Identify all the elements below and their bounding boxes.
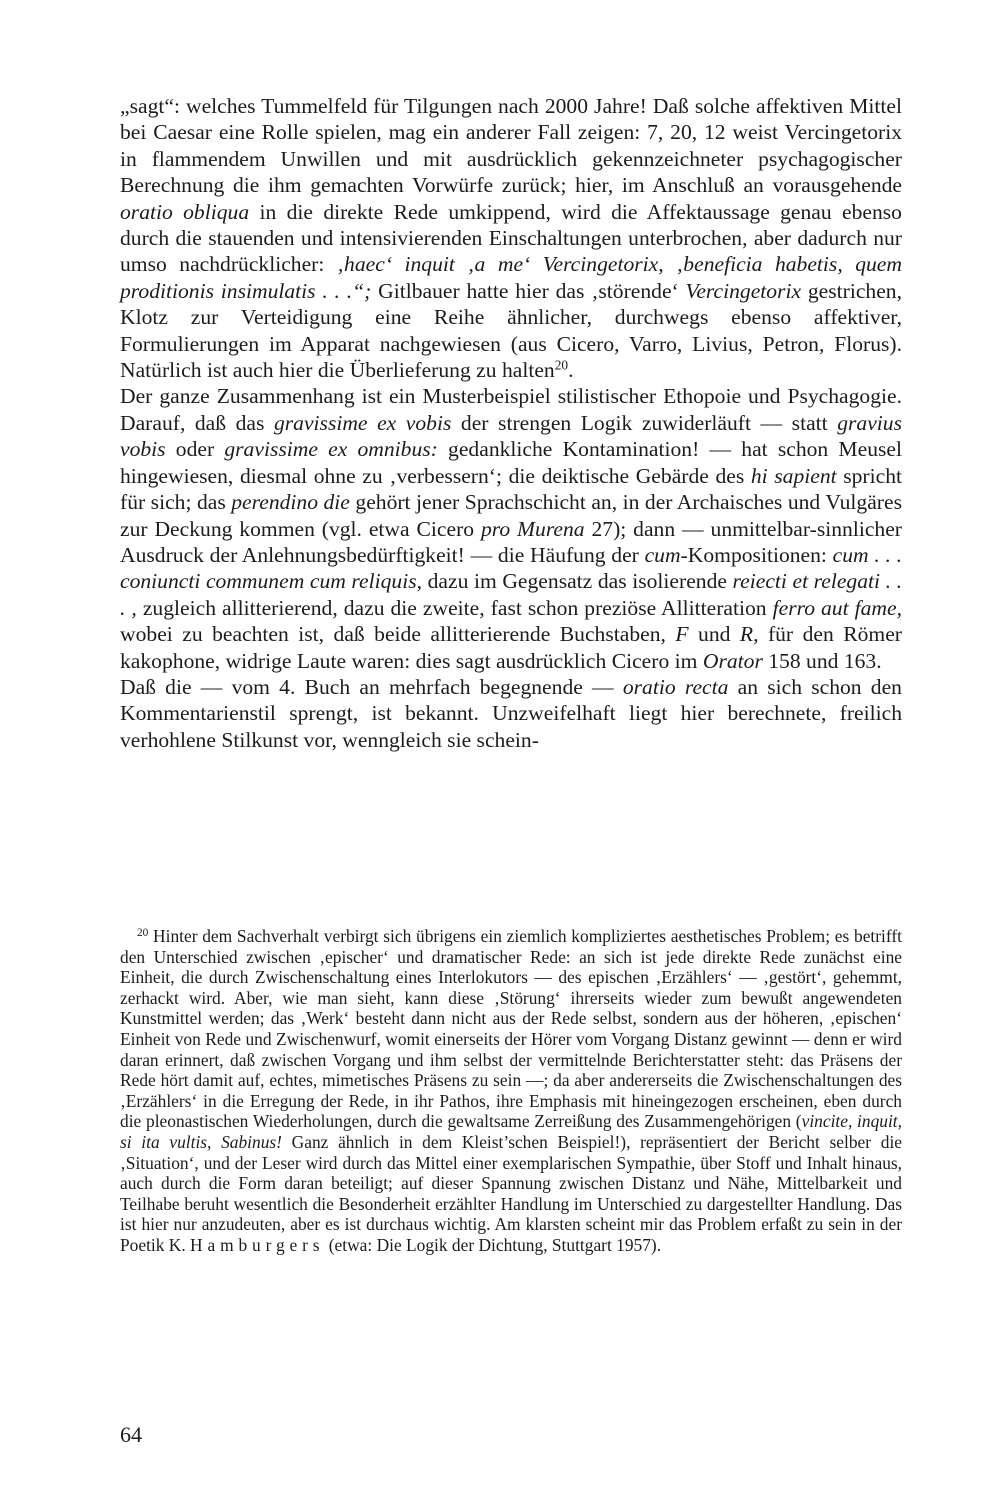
footnote-ref: 20 xyxy=(137,926,149,939)
text-run: und xyxy=(688,622,740,647)
italic-text: Orator xyxy=(702,648,763,673)
page-number: 64 xyxy=(120,1422,142,1447)
text-run: für den Römer kakophone, widrige Laute waren: dies sagt ausdrücklich Cicero im xyxy=(120,622,902,673)
paragraph xyxy=(120,674,902,753)
text-run: Der ganze Zusammenhang ist ein Musterbeispiel stilistischer Ethopoie und Psychagogie. Darauf, daß das xyxy=(120,384,902,435)
footnote xyxy=(120,926,902,1256)
italic-text: perendino die xyxy=(231,490,350,515)
text-run: . xyxy=(568,358,574,383)
spaced-name: Hamburgers xyxy=(190,1234,325,1255)
text-run: zugleich allitterierend, dazu die zweite, fast schon preziöse Allitteration xyxy=(136,595,773,620)
main-text xyxy=(120,93,902,753)
text-run: wobei zu beachten ist, daß beide allitterierende Buchstaben, xyxy=(120,622,676,647)
text-run: gestrichen, Klotz zur Verteidigung eine Reihe ähnlicher, durchwegs ebenso affektiver, Formulierungen im Apparat nachgewiesen (aus Cicero, Varro, Livius, Petron, Florus). Natürlich ist auch hier die Überlieferung zu halten xyxy=(120,278,902,383)
italic-text: oratio recta xyxy=(622,674,729,699)
italic-text: cum . . . coniuncti communem cum reliquis, xyxy=(120,542,902,594)
text-run: Daß die — vom 4. Buch an mehrfach begegnende — xyxy=(120,674,623,699)
text-run: „sagt“: welches Tummelfeld für Tilgungen nach 2000 Jahre! Daß solche affektiven Mittel bei Caesar eine Rolle spielen, mag ein anderer Fall zeigen: 7, 20, 12 weist Vercingetorix in flammendem Unwillen und mit ausdrücklich gekennzeichneter psychagogischer Berechnung die ihm gemachten Vorwürfe zurück; hier, im Anschluß an vorausgehende xyxy=(120,94,902,198)
italic-text: oratio obliqua xyxy=(120,199,250,224)
italic-text: ferro aut fame, xyxy=(772,595,902,620)
italic-text: pro Murena xyxy=(480,516,585,541)
text-run: (etwa: Die Logik der Dichtung, Stuttgart 1957). xyxy=(324,1234,662,1255)
footnote-ref: 20 xyxy=(554,357,569,373)
italic-text: gravissime ex omnibus: xyxy=(224,437,438,462)
text-run: -Kompositionen: xyxy=(680,542,833,567)
text-run: in die direkte Rede umkippend, wird die Affektaussage genau ebenso durch die stauenden und intensivierenden Einschaltungen unterbrochen, aber dadurch nur umso nachdrücklicher: xyxy=(120,199,902,277)
text-run: oder xyxy=(165,437,225,462)
text-run: Ganz ähnlich in dem Kleist’schen Beispiel!), repräsentiert der Bericht selber die ‚Situation‘, und der Leser wird durch das Mittel einer exemplarischen Sympathie, über Stoff und Inhalt hinaus, auch durch die Form daran beteiligt; auf dieser Spannung zwischen Distanz und Nähe, Mittelbarkeit und Teilhabe beruht wesentlich die Besonderheit erzählter Handlung im Unterschied zu dargestellter Handlung. Das ist hier nur anzudeuten, aber es ist durchaus wichtig. Am klarsten scheint mir das Problem erfaßt zu sein in der Poetik K. xyxy=(120,1131,902,1255)
italic-text: R, xyxy=(739,622,759,647)
paragraph xyxy=(120,383,902,673)
text-run: an sich schon den Kommentarienstil sprengt, ist bekannt. Unzweifelhaft liegt hier berechnete, freilich verhohlene Stilkunst vor, wenngleich sie schein- xyxy=(120,674,902,752)
text-run: gehört jener Sprachschicht an, in der Archaisches und Vulgäres zur Deckung kommen (vgl. etwa Cicero xyxy=(120,490,902,541)
text-run: 27); dann — unmittelbar-sinnlicher Ausdruck der Anlehnungsbedürftigkeit! — die Häufung der xyxy=(120,516,902,567)
text-run: gedankliche Kontamination! — hat schon Meusel hingewiesen, diesmal ohne zu ‚verbessern‘; die deiktische Gebärde des xyxy=(120,437,902,488)
italic-text: reiecti et relegati . . . , xyxy=(120,569,902,620)
italic-text: cum xyxy=(644,542,681,567)
text-run: Gitlbauer hatte hier das ‚störende‘ xyxy=(371,278,686,303)
text-run: Hinter dem Sachverhalt verbirgt sich übrigens ein ziemlich kompliziertes aesthetisches Problem; es betrifft den Unterschied zwischen ‚epischer‘ und dramatischer Rede: an sich ist jede direkte Rede zunächst eine Einheit, die durch Zwischenschaltung eines Interlokutors — des epischen ‚Erzählers‘ — ‚gestört‘, gehemmt, zerhackt wird. Aber, wie man sieht, kann diese ‚Störung‘ ihrerseits wieder zum bewußt angewendeten Kunstmittel werden; das ‚Werk‘ besteht dann nicht aus der Rede selbst, sondern aus der höheren, ‚epischen‘ Einheit von Rede und Zwischenwurf, womit einerseits der Hörer vom Vorgang Distanz gewinnt — denn er wird daran erinnert, daß zwischen Vorgang und ihm selbst der vermittelnde Berichterstatter steht: das Präsens der Rede hört damit auf, echtes, mimetisches Präsens zu sein —; da aber andererseits die Zwischenschaltungen des ‚Erzählers‘ in die Erregung der Rede, in ihr Pathos, ihre Emphasis mit hineingezogen erscheinen, eben durch die pleonastischen Wiederholungen, durch die gewaltsame Zerreißung des Zusammengehörigen ( xyxy=(120,926,902,1132)
italic-text: hi sapient xyxy=(750,463,837,488)
text-run: 158 und 163. xyxy=(762,648,882,673)
italic-text: Vercingetorix xyxy=(685,278,802,303)
italic-text: vincite, inquit, si ita vultis, Sabinus! xyxy=(120,1111,902,1152)
footnote-text xyxy=(120,926,902,1256)
italic-text: ‚haec‘ inquit ‚a me‘ Vercingetorix, ‚beneficia habetis, quem proditionis insimulatis . . .“; xyxy=(120,252,902,303)
text-run: spricht für sich; das xyxy=(120,463,902,515)
text-run: dazu im Gegensatz das isolierende xyxy=(422,569,733,594)
italic-text: F xyxy=(675,622,689,647)
italic-text: gravissime ex vobis xyxy=(273,410,452,435)
italic-text: gravius vobis xyxy=(120,410,902,462)
paragraph xyxy=(120,93,902,383)
text-run: der strengen Logik zuwiderläuft — statt xyxy=(451,410,838,435)
